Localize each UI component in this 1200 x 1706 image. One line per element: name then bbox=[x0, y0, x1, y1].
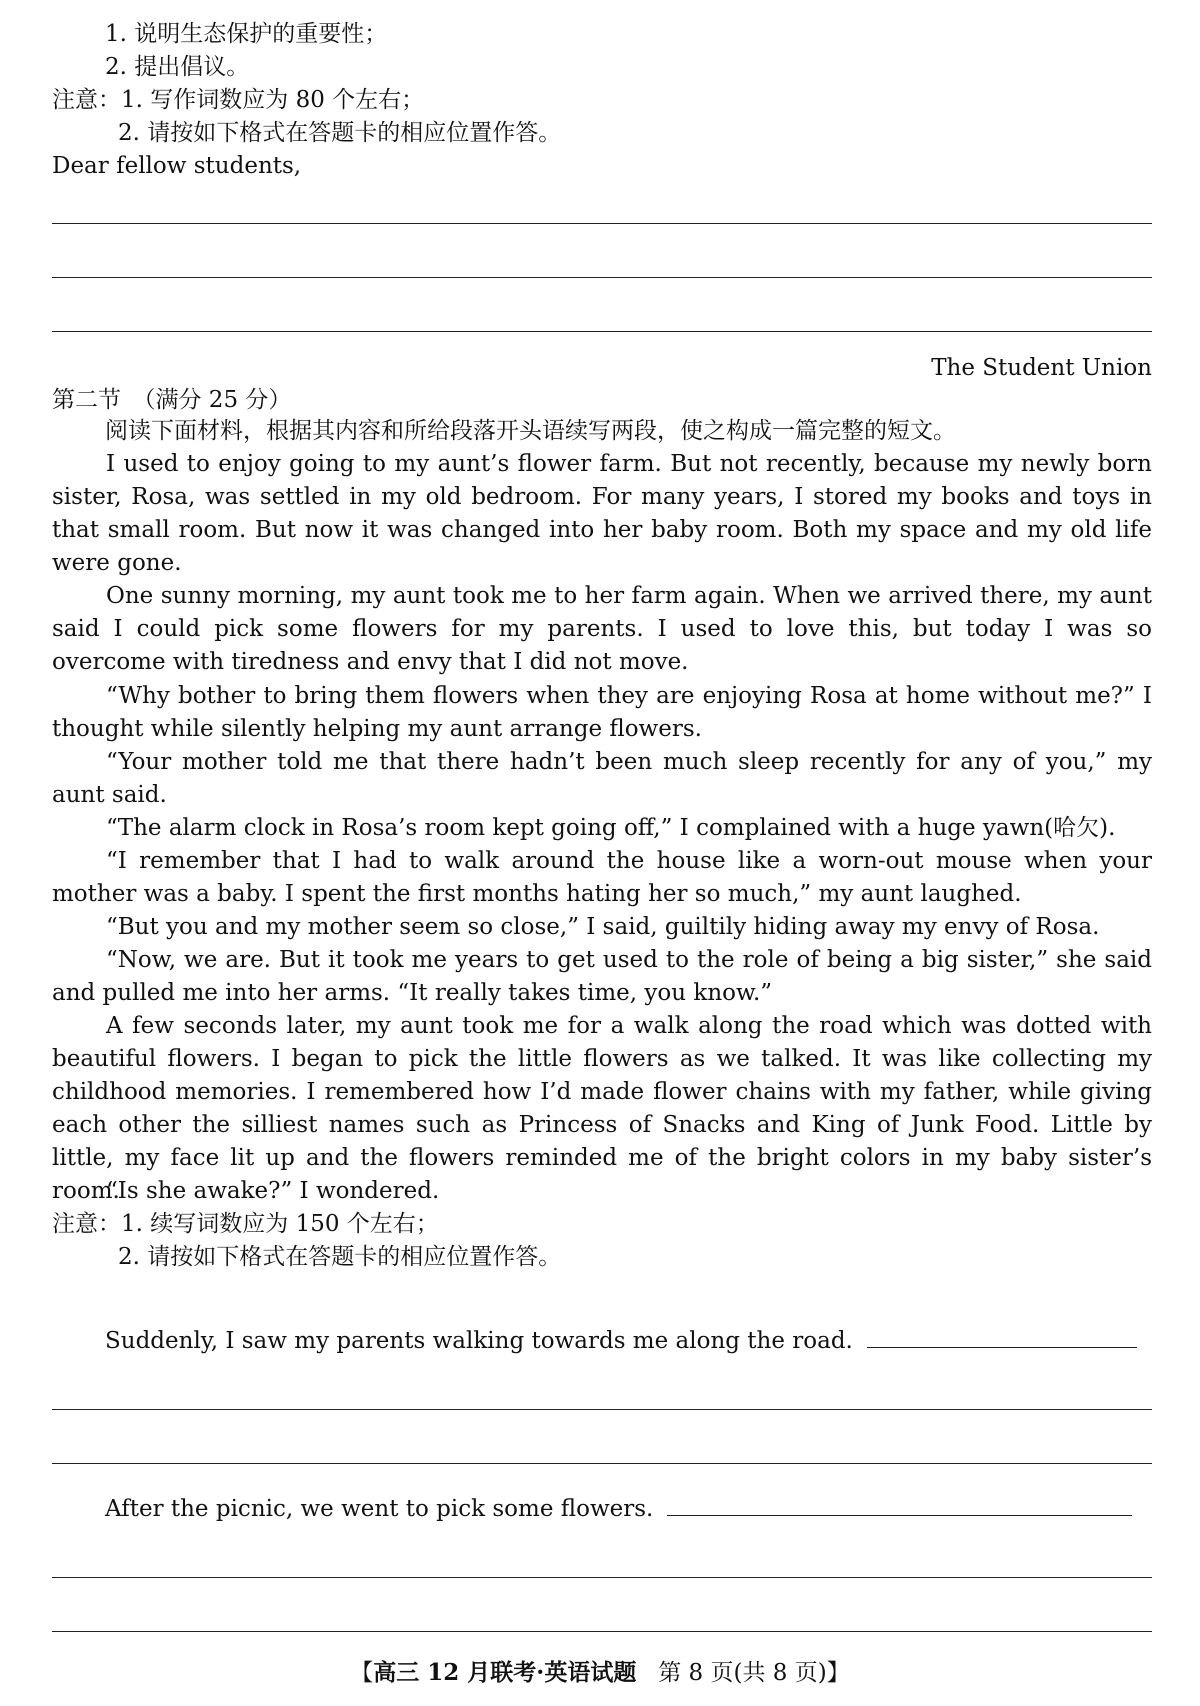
answer-blank[interactable] bbox=[667, 1493, 1132, 1516]
story-paragraph: “Now, we are. But it took me years to get used to the role of being a big sister,” she said and pulled me into her arms. “It really takes time, you know.” bbox=[52, 947, 1152, 1006]
prompt-text: After the picnic, we went to pick some flowers. bbox=[105, 1496, 654, 1522]
answer-blank[interactable] bbox=[867, 1325, 1137, 1348]
answer-line[interactable] bbox=[52, 1631, 1152, 1632]
task1-note-1: 注意：1. 写作词数应为 80 个左右； bbox=[52, 87, 425, 113]
story-paragraph: “But you and my mother seem so close,” I said, guiltily hiding away my envy of Rosa. bbox=[106, 914, 1100, 940]
footer-bracket: 】 bbox=[826, 1660, 850, 1686]
task1-point-1: 1. 说明生态保护的重要性； bbox=[105, 21, 388, 47]
answer-line[interactable] bbox=[52, 1409, 1152, 1410]
footer-dot: · bbox=[536, 1659, 545, 1686]
greeting: Dear fellow students, bbox=[52, 153, 302, 179]
section2-note-2: 2. 请按如下格式在答题卡的相应位置作答。 bbox=[118, 1244, 562, 1270]
story-paragraph: One sunny morning, my aunt took me to her farm again. When we arrived there, my aunt said I could pick some flowers for my parents. I used to love this, but today I was so overcome with tiredness and envy that I did not move. bbox=[52, 583, 1152, 675]
prompt-text: Suddenly, I saw my parents walking towards me along the road. bbox=[105, 1328, 853, 1354]
signature: The Student Union bbox=[931, 355, 1152, 381]
answer-line[interactable] bbox=[52, 331, 1152, 332]
footer-page: 第 8 页(共 8 页) bbox=[658, 1660, 827, 1686]
section2-instruction: 阅读下面材料，根据其内容和所给段落开头语续写两段，使之构成一篇完整的短文。 bbox=[105, 418, 956, 444]
story-paragraph: I used to enjoy going to my aunt’s flower farm. But not recently, because my newly born sister, Rosa, was settled in my old bedroom. For many years, I stored my books and toys in that small room. But now it was changed into her baby room. Both my space and my old life were gone. bbox=[52, 451, 1152, 576]
answer-line[interactable] bbox=[52, 1463, 1152, 1464]
continuation-prompt-2 bbox=[105, 1493, 1152, 1526]
continuation-prompt-1 bbox=[105, 1325, 1152, 1358]
answer-line[interactable] bbox=[52, 223, 1152, 224]
answer-line[interactable] bbox=[52, 277, 1152, 278]
task1-note-2: 2. 请按如下格式在答题卡的相应位置作答。 bbox=[118, 120, 562, 146]
footer-bracket: 【 bbox=[350, 1660, 374, 1686]
story-paragraph: A few seconds later, my aunt took me for a walk along the road which was dotted with beautiful flowers. I began to pick the little flowers as we talked. It was like collecting my childhood memories. I remembered how I’d made flower chains with my father, while giving each other the silliest names such as Princess of Snacks and King of Junk Food. Little by little, my face lit up and the flowers reminded me of the bright colors in my baby sister’s room. bbox=[52, 1013, 1152, 1204]
section2-heading: 第二节 （满分 25 分） bbox=[52, 387, 292, 413]
footer-subject: 英语试题 bbox=[544, 1659, 637, 1686]
story-paragraph: “Why bother to bring them flowers when they are enjoying Rosa at home without me?” I thought while silently helping my aunt arrange flowers. bbox=[52, 683, 1152, 742]
story-paragraph: “Is she awake?” I wondered. bbox=[106, 1178, 440, 1204]
answer-line[interactable] bbox=[52, 1577, 1152, 1578]
story-paragraph: “The alarm clock in Rosa’s room kept going off,” I complained with a huge yawn(哈欠). bbox=[106, 815, 1116, 841]
story-paragraph: “Your mother told me that there hadn’t been much sleep recently for any of you,” my aunt said. bbox=[52, 749, 1152, 808]
section2-note-1: 注意：1. 续写词数应为 150 个左右； bbox=[52, 1211, 439, 1237]
task1-point-2: 2. 提出倡议。 bbox=[105, 54, 250, 80]
footer-exam: 高三 12 月联考 bbox=[373, 1659, 537, 1686]
page-footer bbox=[0, 1656, 1200, 1690]
story-paragraph: “I remember that I had to walk around the house like a worn-out mouse when your mother was a baby. I spent the first months hating her so much,” my aunt laughed. bbox=[52, 848, 1152, 907]
